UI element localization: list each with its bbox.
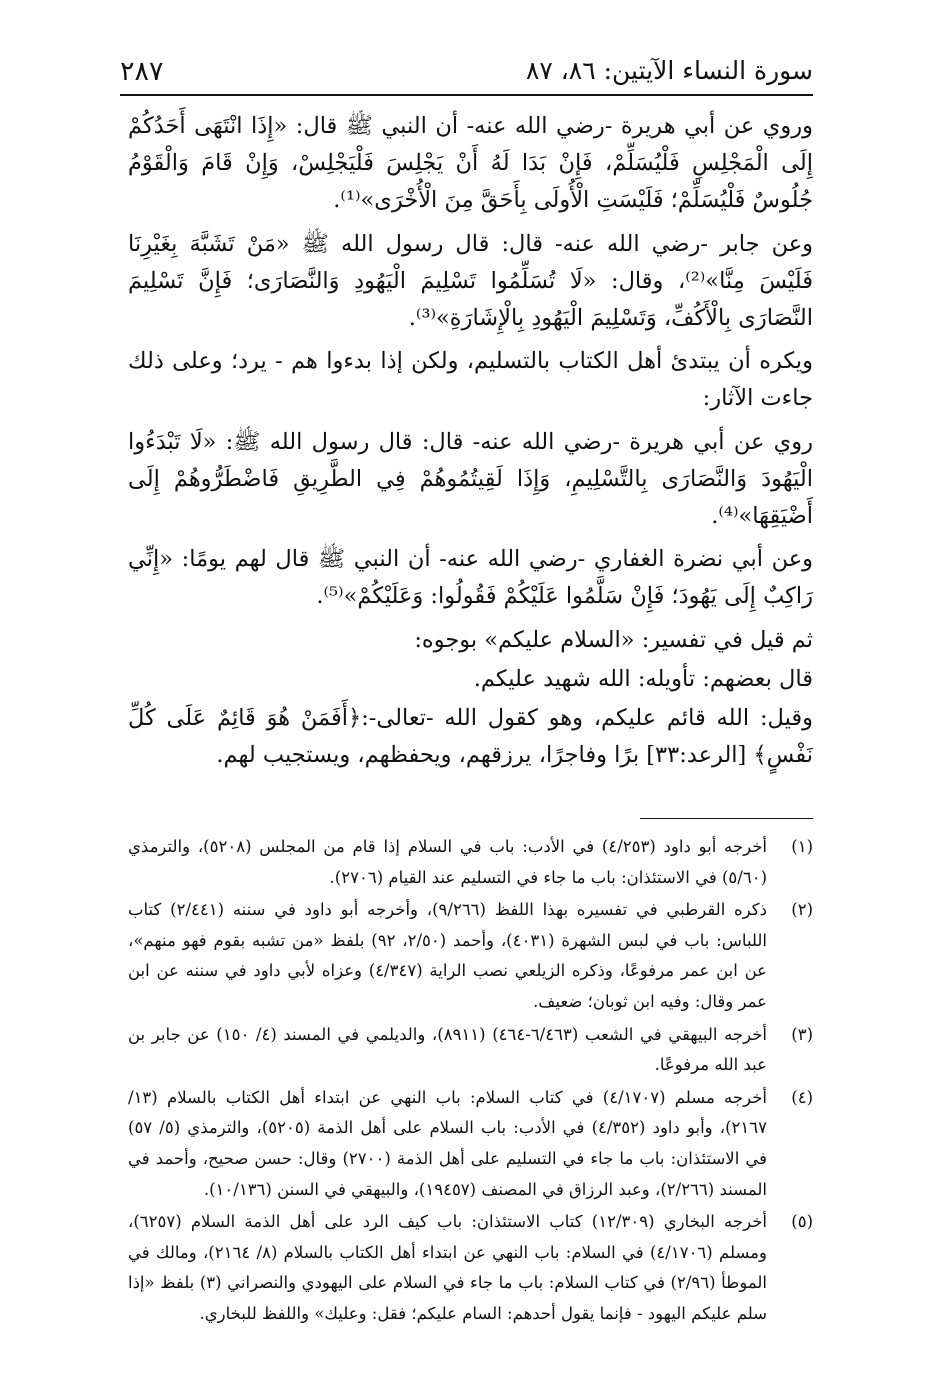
footnotes [128,832,813,1332]
footnote-text: أخرجه البخاري (١٢/٣٠٩) كتاب الاستئذان: باب كيف الرد على أهل الذمة السلام (٦٢٥٧)، ومسلم (٤/١٧٠٦) في السلام: باب النهي عن ابتداء أهل الكتاب بالسلام (٨/ ٢١٦٤)، ومالك في الموطأ (٢/٩٦) في كتاب السلام: باب ما جاء في السلام على اليهودي والنصراني (٣) بلفظ «إذا سلم عليكم اليهود - فإنما يقول أحدهم: السام عليكم؛ فقل: وعليك» واللفظ للبخاري. [128,1212,767,1323]
paragraph: روي عن أبي هريرة -رضي الله عنه- قال: قال رسول الله ﷺ: «لَا تَبْدَءُوا الْيَهُودَ وَالنَّصَارَى بِالتَّسْلِيمِ، وَإِذَا لَقِيتُمُوهُمْ فِي الطَّرِيقِ فَاضْطَرُّوهُمْ إِلَى أَضْيَقِهَا»⁽⁴⁾. [128,428,813,530]
paragraph: وقيل: الله قائم عليكم، وهو كقول الله -تعالى-:﴿أَفَمَنْ هُوَ قَائِمٌ عَلَى كُلِّ نَفْسٍ﴾ [الرعد:٣٣] برًا وفاجرًا، يرزقهم، ويحفظهم، ويستجيب لهم. [128,705,813,769]
header-divider [120,94,813,96]
footnote [128,1207,813,1329]
footnote-text: أخرجه البيهقي في الشعب (٦/٤٦٣-٤٦٤) (٨٩١١)، والديلمي في المسند (٤/ ١٥٠) عن جابر بن عبد الله مرفوعًا. [128,1024,768,1075]
paragraph: ثم قيل في تفسير: «السلام عليكم» بوجوه: [414,626,813,653]
page-header [120,52,813,92]
paragraph: وروي عن أبي هريرة -رضي الله عنه- أن النبي ﷺ قال: «إِذَا انْتَهَى أَحَدُكُمْ إِلَى الْمَجْلِسِ فَلْيُسَلِّمْ، فَإِنْ بَدَا لَهُ أَنْ يَجْلِسَ فَلْيَجْلِسْ، وَإِنْ قَامَ وَالْقَوْمُ جُلُوسٌ فَلْيُسَلِّمْ؛ فَلَيْسَتِ الْأُولَى بِأَحَقَّ مِنَ الْأُخْرَى»⁽¹⁾. [128,113,813,214]
footnote-text: أخرجه مسلم (٤/١٧٠٧) في كتاب السلام: باب النهي عن ابتداء أهل الكتاب بالسلام (١٣/ ٢١٦٧)، وأبو داود (٤/٣٥٢) في الأدب: باب السلام على أهل الذمة (٥٢٠٥)، والترمذي (٥/ ٥٧) في الاستئذان: باب ما جاء في التسليم على أهل الذمة (٢٧٠٠) وقال: حسن صحيح، وأحمد في المسند (٢/٢٦٦)، وعبد الرزاق في المصنف (١٩٤٥٧)، والبيهقي في السنن (١٠/١٣٦). [128,1087,767,1199]
footnote [128,1083,813,1205]
footnote-number: (٣) [791,1024,813,1044]
footnote-number: (٤) [791,1087,813,1107]
footnote [128,832,813,893]
running-title: سورة النساء الآيتين: ٨٦، ٨٧ [525,56,813,85]
footnote-text: أخرجه أبو داود (٤/٢٥٣) في الأدب: باب في السلام إذا قام من المجلس (٥٢٠٨)، والترمذي (٥/٦٠) في الاستئذان: باب ما جاء في التسليم عند القيام (٢٧٠٦). [128,837,767,887]
footnote-text: ذكره القرطبي في تفسيره بهذا اللفظ (٩/٢٦٦)، وأخرجه أبو داود في سننه (٢/٤٤١) كتاب اللباس: باب في لبس الشهرة (٤٠٣١)، وأحمد (٢/٥٠، ٩٢) بلفظ «من تشبه بقوم فهو منهم»، عن ابن عمر مرفوعًا، وذكره الزيلعي نصب الراية (٤/٣٤٧) وعزاه لأبي داود في سننه عن ابن عمر وقال: وفيه ابن ثوبان؛ ضعيف. [128,900,767,1011]
paragraph: وعن أبي نضرة الغفاري -رضي الله عنه- أن النبي ﷺ قال لهم يومًا: «إِنِّي رَاكِبٌ إِلَى يَهُودَ؛ فَإِنْ سَلَّمُوا عَلَيْكُمْ فَقُولُوا: وَعَلَيْكُمْ»⁽⁵⁾. [128,546,813,610]
footnote [128,1020,813,1081]
footnote-number: (١) [791,837,813,856]
paragraph: وعن جابر -رضي الله عنه- قال: قال رسول الله ﷺ «مَنْ تَشَبَّهَ بِغَيْرِنَا فَلَيْسَ مِنَّا»⁽²⁾، وقال: «لَا تُسَلِّمُوا تَسْلِيمَ الْيَهُودِ وَالنَّصَارَى؛ فَإِنَّ تَسْلِيمَ النَّصَارَى بِالْأَكُفِّ، وَتَسْلِيمَ الْيَهُودِ بِالْإِشَارَةِ»⁽³⁾. [128,230,813,332]
paragraph: ويكره أن يبتدئ أهل الكتاب بالتسليم، ولكن إذا بدءوا هم - يرد؛ وعلى ذلك جاءت الآثار: [128,348,813,412]
footnote [128,895,813,1017]
footnote-divider [640,818,813,819]
page-number: ٢٨٧ [120,56,164,87]
main-text [128,108,813,780]
footnote-number: (٢) [791,900,813,920]
paragraph: قال بعضهم: تأويله: الله شهيد عليكم. [473,665,813,692]
footnote-number: (٥) [791,1212,813,1232]
